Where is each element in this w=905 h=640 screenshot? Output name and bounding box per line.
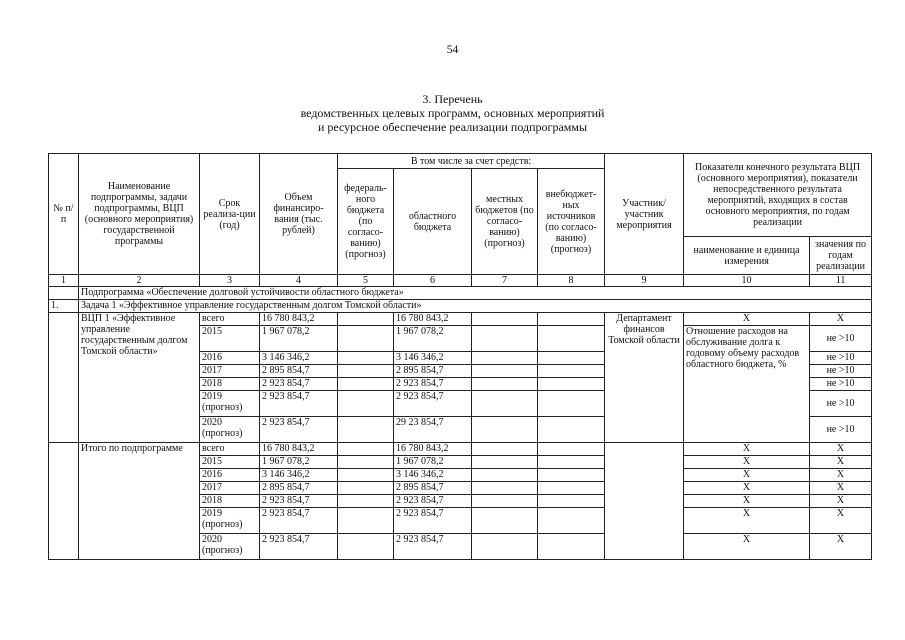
- cell-local: [472, 495, 538, 508]
- cell-regional: 1 967 078,2: [394, 456, 472, 469]
- table-row: [49, 443, 872, 456]
- cell-indicator-name: Х: [684, 534, 810, 560]
- header-num: № п/п: [49, 154, 79, 275]
- cell-federal: [338, 326, 394, 352]
- cell-term: 2016: [200, 352, 260, 365]
- title-line-2: ведомственных целевых программ, основных мероприятий: [300, 106, 605, 120]
- cell-term: 2017: [200, 482, 260, 495]
- cell-regional: 1 967 078,2: [394, 326, 472, 352]
- title-line-3: и ресурсное обеспечение реализации подпрограммы: [317, 120, 588, 134]
- header-participant: Участник/ участник мероприятия: [605, 154, 684, 275]
- subprogram-label: Подпрограмма «Обеспечение долговой устойчивости областного бюджета»: [79, 287, 872, 300]
- header-name: Наименование подпрограммы, задачи подпрограммы, ВЦП (основного мероприятия) государственной программы: [79, 154, 200, 275]
- cell-volume: 2 895 854,7: [260, 482, 338, 495]
- cell-volume: 2 923 854,7: [260, 417, 338, 443]
- cell-term: 2020 (прогноз): [200, 534, 260, 560]
- cell-extra: [538, 365, 605, 378]
- cell-indicator-name: Х: [684, 469, 810, 482]
- cell-volume: 2 923 854,7: [260, 508, 338, 534]
- cell-local: [472, 378, 538, 391]
- col-num: 1: [49, 275, 79, 287]
- total-name: Итого по подпрограмме: [79, 443, 200, 560]
- cell-local: [472, 313, 538, 326]
- cell-extra: [538, 313, 605, 326]
- cell-federal: [338, 365, 394, 378]
- cell-term: 2019 (прогноз): [200, 508, 260, 534]
- cell-regional: 16 780 843,2: [394, 313, 472, 326]
- cell-regional: 2 923 854,7: [394, 534, 472, 560]
- cell-local: [472, 417, 538, 443]
- cell-indicator-value: Х: [810, 495, 872, 508]
- cell-regional: 16 780 843,2: [394, 443, 472, 456]
- cell-term: 2016: [200, 469, 260, 482]
- cell-regional: 2 923 854,7: [394, 391, 472, 417]
- cell-term: всего: [200, 443, 260, 456]
- header-federal: федераль-ного бюджета (по согласо-ванию) (прогноз): [338, 169, 394, 275]
- cell-indicator-value: Х: [810, 482, 872, 495]
- header-indicator-name: наименование и единица измерения: [684, 237, 810, 275]
- task-label: Задача 1 «Эффективное управление государственным долгом Томской области»: [79, 300, 872, 313]
- cell-regional: 2 923 854,7: [394, 495, 472, 508]
- cell-indicator-name: Х: [684, 508, 810, 534]
- cell-regional: 3 146 346,2: [394, 352, 472, 365]
- cell-volume: 3 146 346,2: [260, 352, 338, 365]
- cell-federal: [338, 495, 394, 508]
- cell-local: [472, 365, 538, 378]
- vcp-participant: Департамент финансов Томской области: [605, 313, 684, 443]
- cell-indicator-value: не >10: [810, 378, 872, 391]
- cell-term: 2020 (прогноз): [200, 417, 260, 443]
- cell-federal: [338, 391, 394, 417]
- col-num: 11: [810, 275, 872, 287]
- cell-term: 2017: [200, 365, 260, 378]
- cell-indicator-value: Х: [810, 508, 872, 534]
- cell-local: [472, 469, 538, 482]
- cell-federal: [338, 417, 394, 443]
- column-number-row: [49, 275, 872, 287]
- cell-volume: 16 780 843,2: [260, 443, 338, 456]
- cell-indicator-value: не >10: [810, 365, 872, 378]
- cell-federal: [338, 352, 394, 365]
- col-num: 7: [472, 275, 538, 287]
- cell-indicator-name: Х: [684, 495, 810, 508]
- cell-indicator-value: Х: [810, 469, 872, 482]
- cell-volume: 2 923 854,7: [260, 495, 338, 508]
- col-num: 6: [394, 275, 472, 287]
- cell-local: [472, 443, 538, 456]
- cell-regional: 2 895 854,7: [394, 365, 472, 378]
- cell-extra: [538, 482, 605, 495]
- cell-extra: [538, 534, 605, 560]
- cell-volume: 2 923 854,7: [260, 391, 338, 417]
- header-local: местных бюджетов (по согласо-ванию) (прогноз): [472, 169, 538, 275]
- task-num: 1.: [49, 300, 79, 313]
- cell-term: 2015: [200, 326, 260, 352]
- cell-federal: [338, 313, 394, 326]
- header-indicator-values: значения по годам реализации: [810, 237, 872, 275]
- cell-term: 2015: [200, 456, 260, 469]
- col-num: 9: [605, 275, 684, 287]
- cell-term: 2018: [200, 378, 260, 391]
- cell-local: [472, 482, 538, 495]
- cell-local: [472, 391, 538, 417]
- cell-regional: 29 23 854,7: [394, 417, 472, 443]
- cell-extra: [538, 326, 605, 352]
- cell-indicator-value: не >10: [810, 352, 872, 365]
- cell-regional: 3 146 346,2: [394, 469, 472, 482]
- cell-local: [472, 456, 538, 469]
- cell-extra: [538, 508, 605, 534]
- cell-local: [472, 508, 538, 534]
- cell-local: [472, 534, 538, 560]
- cell-extra: [538, 391, 605, 417]
- program-table: [48, 153, 872, 560]
- cell-volume: 2 895 854,7: [260, 365, 338, 378]
- cell-term: всего: [200, 313, 260, 326]
- vcp-indicator: Отношение расходов на обслуживание долга к годовому объему расходов областного бюджета, %: [684, 326, 810, 443]
- cell-indicator-name: Х: [684, 313, 810, 326]
- header-indicators: Показатели конечного результата ВЦП (основного мероприятия), показатели непосредственного результата мероприятий, входящих в состав основного мероприятия, по годам реализации: [684, 154, 872, 237]
- cell-indicator-name: Х: [684, 456, 810, 469]
- cell-indicator-value: Х: [810, 313, 872, 326]
- page-number: 54: [446, 44, 459, 56]
- cell-regional: 2 895 854,7: [394, 482, 472, 495]
- col-num: 8: [538, 275, 605, 287]
- cell-indicator-value: Х: [810, 456, 872, 469]
- cell-term: 2018: [200, 495, 260, 508]
- cell-extra: [538, 456, 605, 469]
- cell-extra: [538, 443, 605, 456]
- total-participant: [605, 443, 684, 560]
- cell-extra: [538, 352, 605, 365]
- cell-regional: 2 923 854,7: [394, 508, 472, 534]
- cell-federal: [338, 378, 394, 391]
- cell-local: [472, 326, 538, 352]
- cell-indicator-value: не >10: [810, 326, 872, 352]
- col-num: 2: [79, 275, 200, 287]
- cell-federal: [338, 482, 394, 495]
- cell-federal: [338, 469, 394, 482]
- col-num: 10: [684, 275, 810, 287]
- cell-indicator-value: Х: [810, 534, 872, 560]
- cell-volume: 1 967 078,2: [260, 456, 338, 469]
- cell-indicator-value: не >10: [810, 391, 872, 417]
- document-title: [0, 92, 905, 134]
- title-line-1: 3. Перечень: [422, 92, 483, 106]
- subprogram-num: [49, 287, 79, 300]
- cell-federal: [338, 508, 394, 534]
- cell-indicator-value: не >10: [810, 417, 872, 443]
- header-incl: В том числе за счет средств:: [338, 154, 605, 169]
- cell-volume: 2 923 854,7: [260, 378, 338, 391]
- cell-indicator-name: Х: [684, 482, 810, 495]
- header-term: Срок реализа-ции (год): [200, 154, 260, 275]
- total-num: [49, 443, 79, 560]
- cell-volume: 2 923 854,7: [260, 534, 338, 560]
- cell-local: [472, 352, 538, 365]
- col-num: 3: [200, 275, 260, 287]
- cell-volume: 1 967 078,2: [260, 326, 338, 352]
- header-extra: внебюджет-ных источников (по согласо-ванию) (прогноз): [538, 169, 605, 275]
- subprogram-row: [49, 287, 872, 300]
- cell-extra: [538, 469, 605, 482]
- cell-indicator-name: Х: [684, 443, 810, 456]
- cell-volume: 3 146 346,2: [260, 469, 338, 482]
- cell-extra: [538, 495, 605, 508]
- header-volume: Объем финансиро-вания (тыс. рублей): [260, 154, 338, 275]
- col-num: 4: [260, 275, 338, 287]
- cell-federal: [338, 534, 394, 560]
- cell-federal: [338, 443, 394, 456]
- cell-term: 2019 (прогноз): [200, 391, 260, 417]
- cell-extra: [538, 378, 605, 391]
- header-regional: областного бюджета: [394, 169, 472, 275]
- col-num: 5: [338, 275, 394, 287]
- cell-federal: [338, 456, 394, 469]
- cell-regional: 2 923 854,7: [394, 378, 472, 391]
- cell-extra: [538, 417, 605, 443]
- table-row: [49, 313, 872, 326]
- vcp-name: ВЦП 1 «Эффективное управление государственным долгом Томской области»: [79, 313, 200, 443]
- vcp-num: [49, 313, 79, 443]
- cell-indicator-value: Х: [810, 443, 872, 456]
- task-row: [49, 300, 872, 313]
- cell-volume: 16 780 843,2: [260, 313, 338, 326]
